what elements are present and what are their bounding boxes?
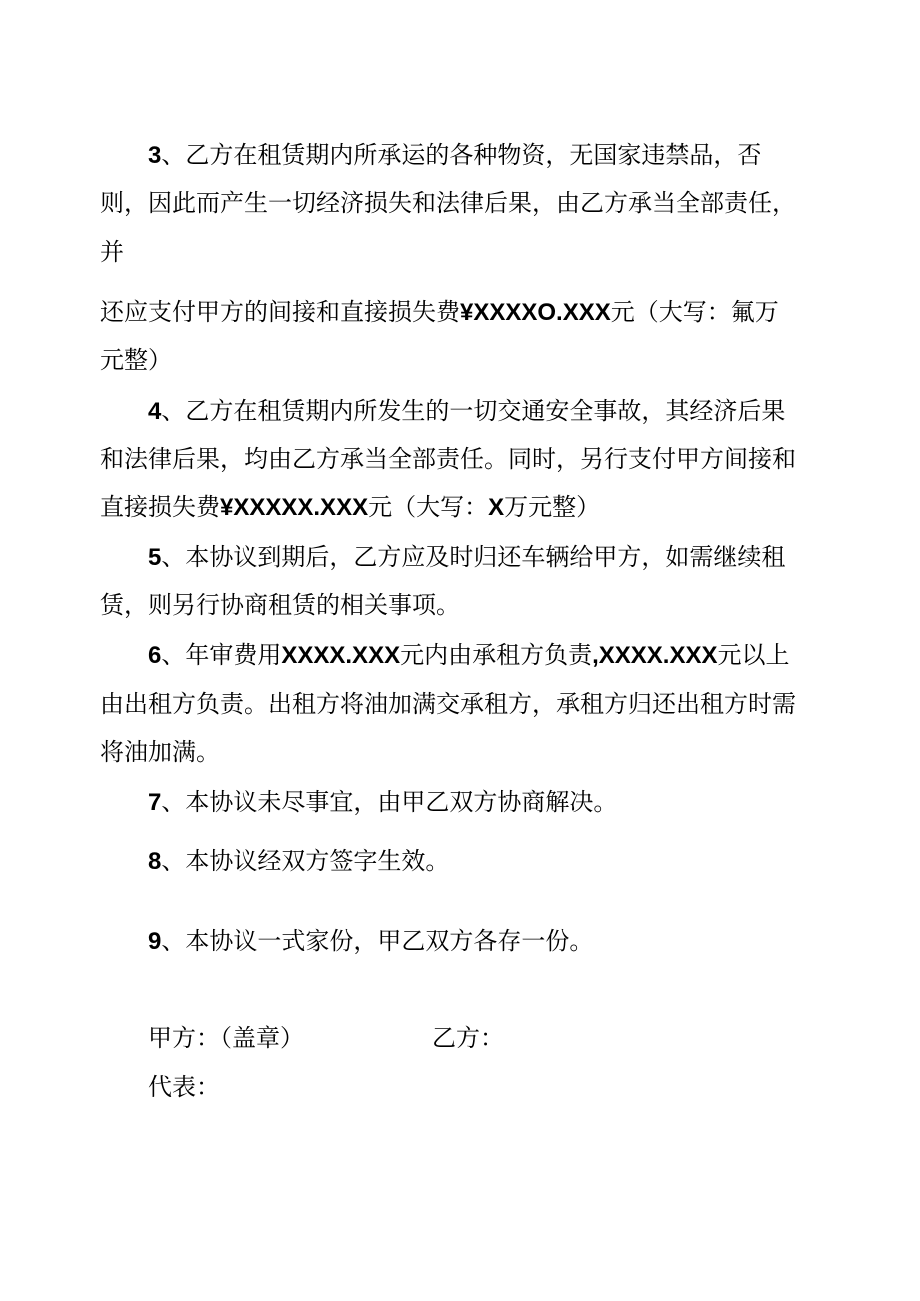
clause-text: 万元整） — [504, 493, 601, 521]
amount: ¥XXXXX.XXX — [220, 494, 369, 521]
clause-5-line-2: 赁，则另行协商租赁的相关事项。 — [100, 591, 460, 619]
clause-number: 4 — [148, 398, 162, 425]
amount: ,XXXX.XXX — [592, 642, 718, 669]
clause-4-line-1 — [148, 396, 785, 427]
clause-7-line-1 — [148, 787, 617, 818]
clause-4-line-2: 和法律后果，均由乙方承当全部责任。同时，另行支付甲方间接和 — [100, 445, 796, 473]
clause-number: 9 — [148, 928, 162, 955]
clause-3-line-4 — [100, 297, 779, 328]
clause-number: 3 — [148, 142, 162, 169]
clause-3-line-3: 并 — [100, 238, 124, 266]
clause-3-line-2: 则，因此而产生一切经济损失和法律后果，由乙方承当全部责任， — [100, 189, 796, 217]
clause-6-line-2: 由出租方负责。出租方将油加满交承租方，承租方归还出租方时需 — [100, 690, 796, 718]
clause-3-line-1 — [148, 140, 761, 171]
clause-text: 元以上 — [717, 641, 790, 669]
clause-8-line-1 — [148, 846, 449, 877]
clause-6-line-1 — [148, 640, 789, 671]
clause-text: 元（大写：氟万 — [610, 298, 779, 326]
clause-3-line-5: 元整） — [100, 346, 172, 374]
clause-text: 元内由承租方负责 — [400, 641, 593, 669]
clause-4-line-3 — [100, 492, 600, 523]
clause-text: 、乙方在租赁期内所发生的一切交通安全事故，其经济后果 — [161, 397, 786, 425]
amount: ¥XXXXO.XXX — [460, 299, 611, 326]
clause-number: 8 — [148, 848, 162, 875]
amount: XXXX.XXX — [281, 642, 401, 669]
clause-text: 、乙方在租赁期内所承运的各种物资，无国家违禁品，否 — [161, 141, 762, 169]
clause-number: 6 — [148, 642, 162, 669]
clause-text: 、本协议一式家份，甲乙双方各存一份。 — [161, 927, 594, 955]
representative-signature: 代表： — [148, 1073, 220, 1101]
clause-number: 7 — [148, 789, 162, 816]
amount-placeholder: X — [488, 494, 505, 521]
clause-text: 、本协议未尽事宜，由甲乙双方协商解决。 — [161, 788, 618, 816]
clause-text: 、本协议到期后，乙方应及时归还车辆给甲方，如需继续租 — [161, 543, 786, 571]
clause-number: 5 — [148, 544, 162, 571]
clause-text: 、本协议经双方签字生效。 — [161, 847, 450, 875]
clause-5-line-1 — [148, 542, 785, 573]
clause-6-line-3: 将油加满。 — [100, 738, 220, 766]
clause-text: 、年审费用 — [161, 641, 282, 669]
party-a-signature: 甲方：（盖章） — [148, 1024, 304, 1052]
clause-text: 直接损失费 — [100, 493, 220, 521]
clause-text: 元（大写： — [368, 493, 489, 521]
party-b-signature: 乙方： — [432, 1024, 504, 1052]
clause-9-line-1 — [148, 926, 593, 957]
clause-text: 还应支付甲方的间接和直接损失费 — [100, 298, 460, 326]
